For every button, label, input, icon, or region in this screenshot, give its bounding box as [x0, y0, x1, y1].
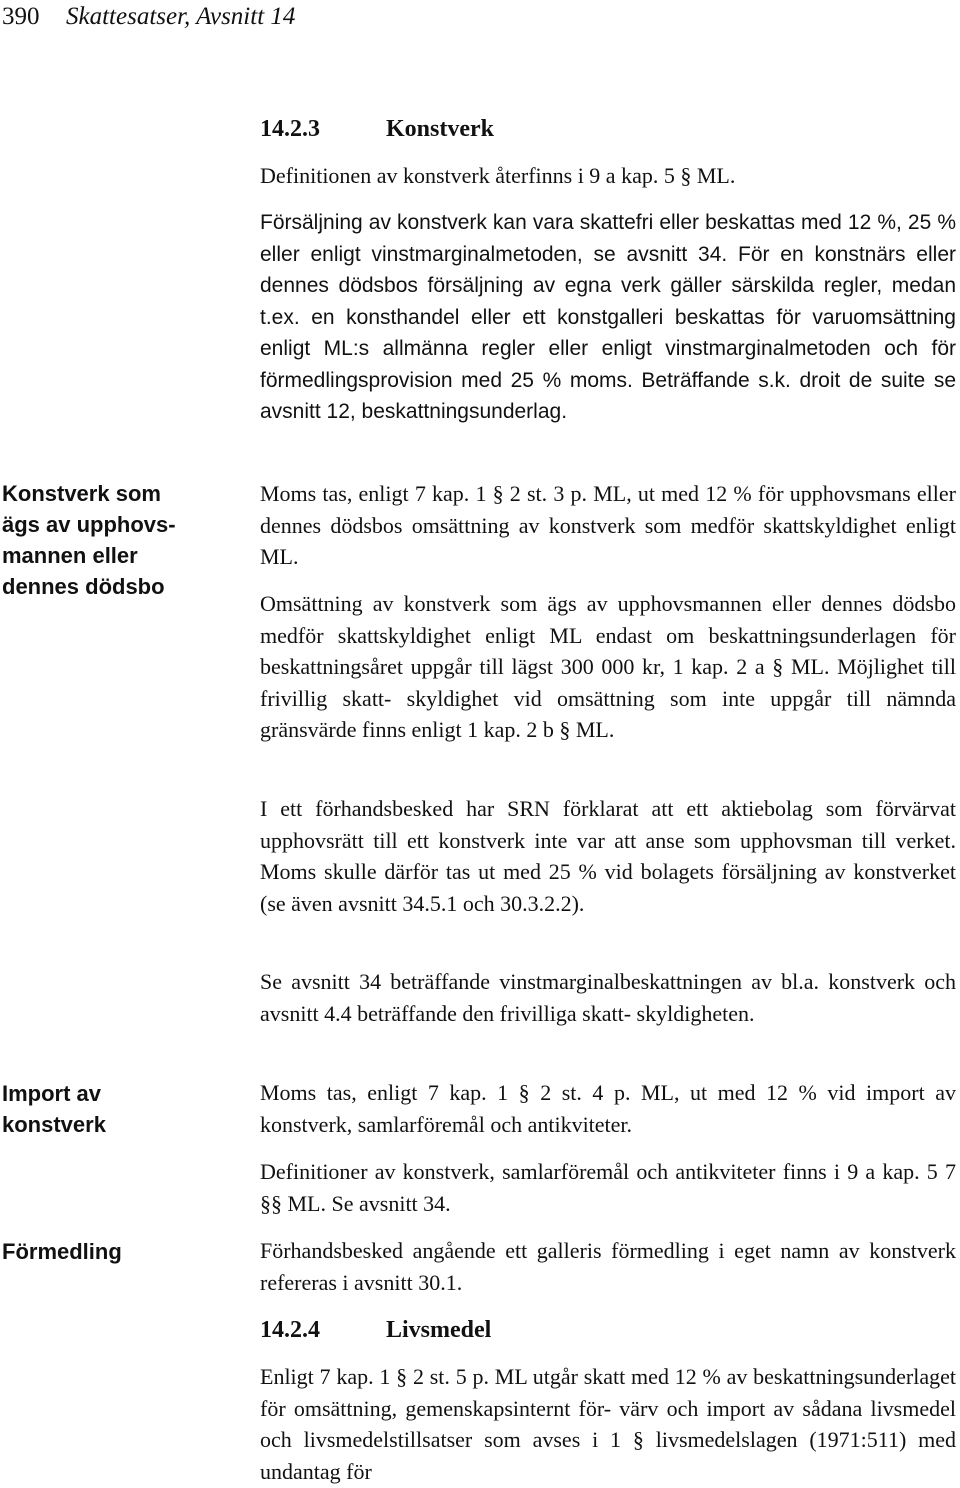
page-number: 390	[2, 3, 40, 30]
section-title: Livsmedel	[386, 1317, 492, 1343]
paragraph-forsaljning: Försäljning av konstverk kan vara skattefri eller beskattas med 12 %, 25 % eller enligt vinstmarginalmetoden, se avsnitt 34. För en konstnärs eller dennes dödsbos försäljning av egna verk gäller särskilda regler, medan t.ex. en konsthandel eller ett konstgalleri beskattas för varuomsättning enligt ML:s allmänna regler eller enligt vinstmarginalmetoden och för förmedlingsprovision med 25 % moms. Beträffande s.k. droit de suite se avsnitt 12, beskattningsunderlag.	[260, 211, 956, 423]
paragraph-import: Moms tas, enligt 7 kap. 1 § 2 st. 4 p. ML, ut med 12 % vid import av konstverk, samlarföremål och antikviteter.	[260, 1080, 956, 1137]
paragraph-vinstmarginal: Se avsnitt 34 beträffande vinstmarginalbeskattningen av bl.a. konstverk och avsnitt 4.4 beträffande den frivilliga skatt- skyldigheten.	[260, 969, 956, 1026]
paragraph-formedling: Förhandsbesked angående ett galleris förmedling i eget namn av konstverk refereras i avsnitt 30.1.	[260, 1238, 956, 1295]
paragraph-livsmedel: Enligt 7 kap. 1 § 2 st. 5 p. ML utgår skatt med 12 % av beskattningsunderlaget för omsättning, gemenskapsinternt för- värv och import av sådana livsmedel och livsmedelstillsatser som avses i 1 § livsmedelslagen (1971:511) med undantag för	[260, 1364, 956, 1484]
margin-note-konstverk-upphovsman: Konstverk som ägs av upphovs- mannen eller dennes dödsbo	[2, 481, 176, 599]
paragraph-definitioner: Definitioner av konstverk, samlarföremål och antikviteter finns i 9 a kap. 5 7 §§ ML. Se avsnitt 34.	[260, 1159, 956, 1216]
paragraph-moms-upphovsman: Moms tas, enligt 7 kap. 1 § 2 st. 3 p. ML, ut med 12 % för upphovsmans eller dennes dödsbos omsättning av konstverk som medför skattskyldighet enligt ML.	[260, 481, 956, 569]
section-number: 14.2.3	[260, 116, 320, 142]
margin-note-import: Import av konstverk	[2, 1081, 106, 1137]
section-heading-konstverk	[260, 114, 494, 144]
section-heading-livsmedel	[260, 1315, 491, 1345]
section-number: 14.2.4	[260, 1317, 320, 1343]
running-header	[2, 2, 295, 32]
paragraph-omsattning: Omsättning av konstverk som ägs av upphovsmannen eller dennes dödsbo medför skattskyldighet enligt ML endast om beskattningsunderlagen för beskattningsåret uppgår till lägst 300 000 kr, 1 kap. 2 a § ML. Möjlighet till frivillig skatt- skyldighet vid omsättning som inte uppgår till nämnda gränsvärde finns enligt 1 kap. 2 b § ML.	[260, 591, 956, 742]
paragraph-definition: Definitionen av konstverk återfinns i 9 a kap. 5 § ML.	[260, 163, 736, 188]
section-title: Konstverk	[386, 116, 494, 142]
paragraph-forhandsbesked: I ett förhandsbesked har SRN förklarat att ett aktiebolag som förvärvat upphovsrätt till ett konstverk inte var att anse som upphovsman till verket. Moms skulle därför tas ut med 25 % vid bolagets försäljning av konstverket (se även avsnitt 34.5.1 och 30.3.2.2).	[260, 796, 956, 916]
running-title: Skattesatser, Avsnitt 14	[66, 3, 296, 30]
margin-note-formedling: Förmedling	[2, 1239, 122, 1264]
